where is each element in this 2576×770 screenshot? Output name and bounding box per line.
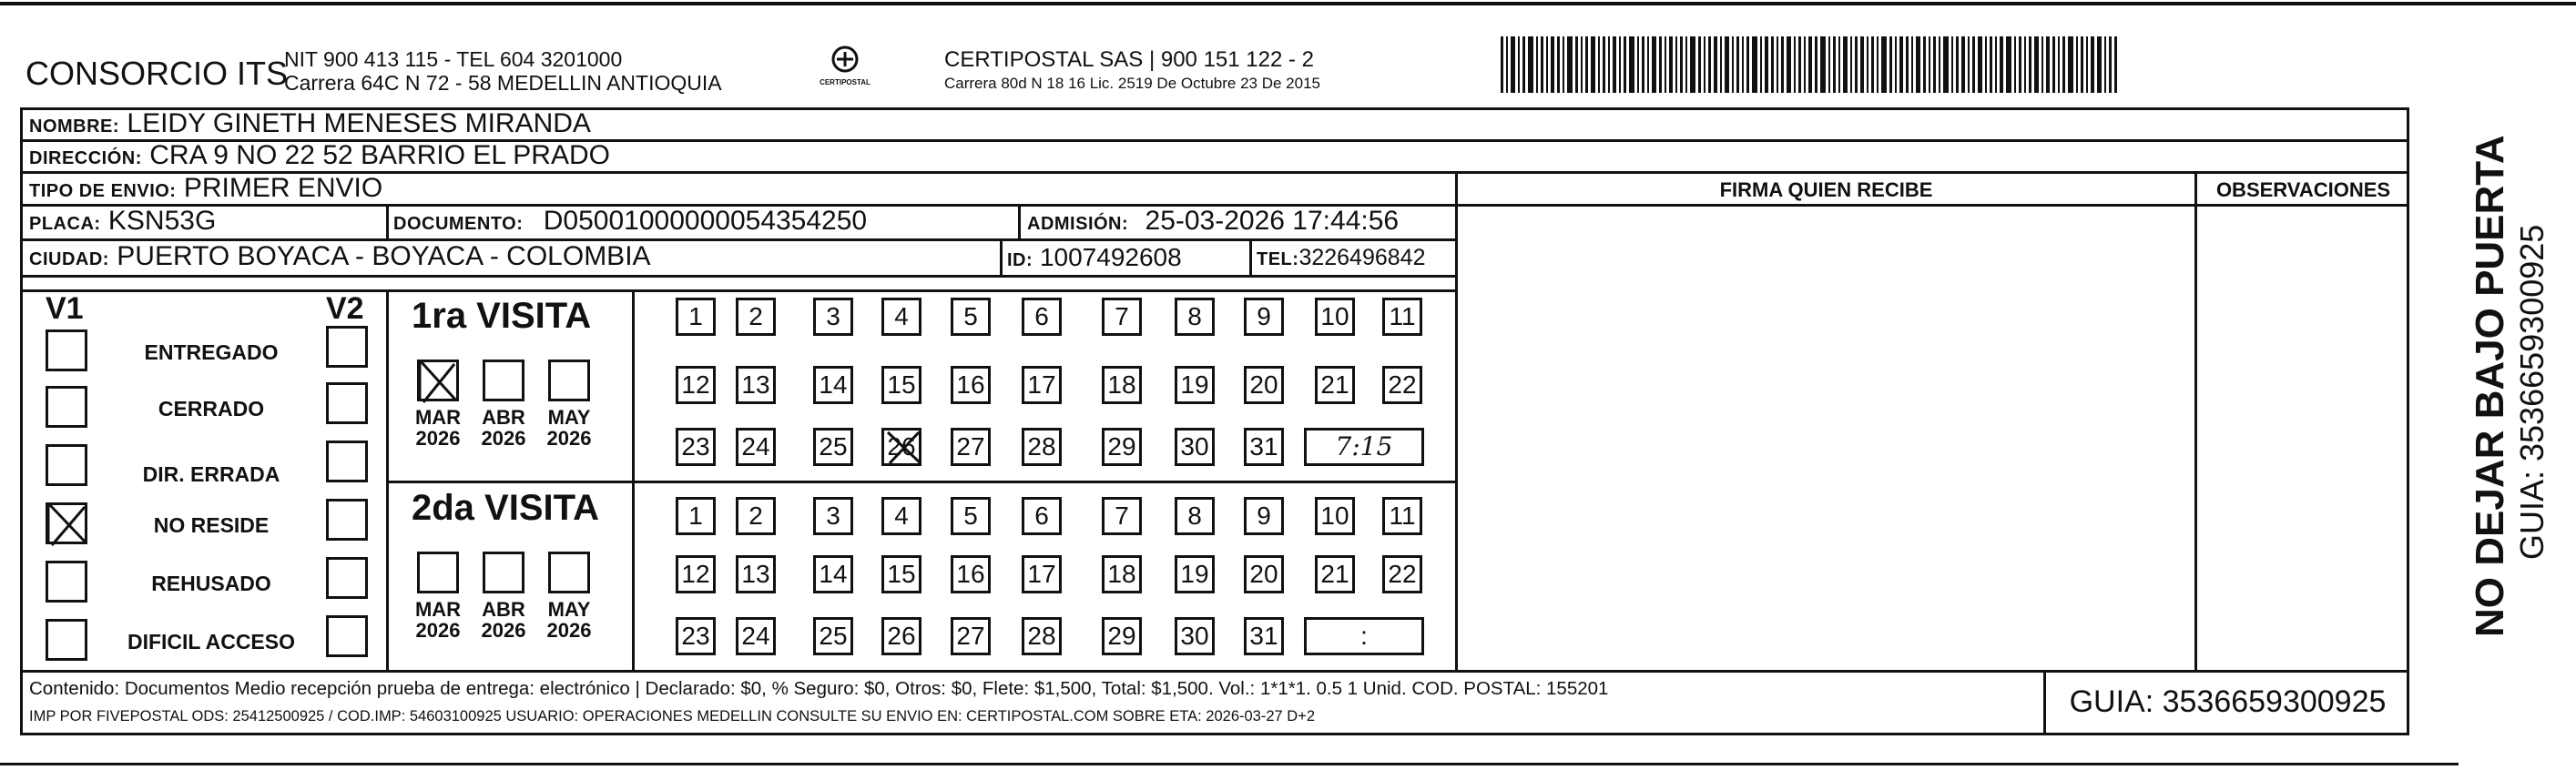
first-visit-day-box[interactable]: 1: [676, 298, 716, 336]
barcode-bar: [2058, 36, 2060, 93]
barcode-bar: [1933, 36, 1936, 93]
barcode-bar: [2097, 36, 2102, 93]
barcode-bar: [1736, 36, 1739, 93]
second-visit-day-box[interactable]: 5: [951, 497, 991, 535]
barcode: [1501, 36, 2179, 93]
second-visit-day-box[interactable]: 31: [1244, 617, 1284, 655]
first-visit-day-box[interactable]: 7: [1102, 298, 1142, 336]
barcode-bar: [1877, 36, 1879, 93]
barcode-bar: [1860, 36, 1864, 93]
second-visit-day-box[interactable]: 13: [736, 555, 776, 593]
side-warning: NO DEJAR BAJO PUERTA: [2468, 135, 2512, 637]
direccion-row: [29, 142, 610, 169]
bottom-rule: [0, 763, 2459, 765]
barcode-bar: [1732, 36, 1734, 93]
second-visit-month-box[interactable]: [548, 552, 590, 593]
barcode-bar: [1951, 36, 1953, 93]
barcode-bar: [1563, 36, 1564, 93]
barcode-bar: [1742, 36, 1744, 93]
second-visit-day-box[interactable]: 17: [1022, 555, 1062, 593]
barcode-bar: [1624, 36, 1626, 93]
direccion-label: DIRECCIÓN:: [29, 148, 142, 168]
barcode-bar: [1895, 36, 1897, 93]
barcode-bar: [1855, 36, 1858, 93]
barcode-bar: [1581, 36, 1583, 93]
second-visit-day-box[interactable]: 23: [676, 617, 716, 655]
barcode-bar: [2104, 36, 2106, 93]
barcode-bar: [1637, 36, 1639, 93]
barcode-bar: [1787, 36, 1791, 93]
barcode-bar: [1781, 36, 1784, 93]
first-visit-day-box[interactable]: 23: [676, 428, 716, 466]
barcode-bar: [1546, 36, 1548, 93]
company-nit: NIT 900 413 115 - TEL 604 3201000: [284, 47, 623, 71]
barcode-bar: [1557, 36, 1560, 93]
month-name: MAR: [414, 598, 462, 621]
admision-row: [1027, 208, 1399, 235]
barcode-bar: [1985, 36, 1987, 93]
company-name: CONSORCIO ITS: [25, 55, 289, 92]
barcode-bar: [1871, 36, 1874, 93]
barcode-bar: [1794, 36, 1796, 93]
month-label: [537, 407, 601, 449]
barcode-bar: [1843, 36, 1848, 93]
month-year: 2026: [481, 619, 526, 643]
barcode-bar: [1720, 36, 1722, 93]
status-label: NO RESIDE: [153, 513, 270, 537]
barcode-bar: [1838, 36, 1840, 93]
second-visit-day-box[interactable]: 16: [951, 555, 991, 593]
first-visit-day-box[interactable]: 29: [1102, 428, 1142, 466]
second-visit-time-box[interactable]: :: [1304, 617, 1424, 655]
barcode-bar: [1956, 36, 1959, 93]
first-visit-day-box[interactable]: 30: [1175, 428, 1215, 466]
month-year: 2026: [546, 619, 592, 643]
second-visit-day-box[interactable]: 3: [813, 497, 853, 535]
status-label: DIR. ERRADA: [142, 462, 280, 486]
barcode-bar: [1990, 36, 1992, 93]
month-name: MAY: [547, 598, 591, 621]
barcode-bar: [1771, 36, 1774, 93]
month-year: 2026: [481, 427, 526, 451]
placa-label: PLACA:: [29, 214, 101, 234]
carrier-line: CERTIPOSTAL SAS | 900 151 122 - 2: [944, 47, 1314, 72]
barcode-bar: [2091, 36, 2094, 93]
month-label: [406, 599, 470, 641]
barcode-bar: [1881, 36, 1887, 93]
barcode-bar: [1923, 36, 1926, 93]
barcode-bar: [1798, 36, 1801, 93]
barcode-bar: [1833, 36, 1836, 93]
barcode-bar: [1567, 36, 1573, 93]
handwritten-mark-icon: [416, 357, 463, 406]
barcode-bar: [1511, 36, 1515, 93]
first-visit-day-box[interactable]: 2: [736, 298, 776, 336]
first-visit-day-box[interactable]: 8: [1175, 298, 1215, 336]
first-visit-day-box[interactable]: 17: [1022, 366, 1062, 404]
firma-header: FIRMA QUIEN RECIBE: [1719, 178, 1933, 201]
first-visit-day-box[interactable]: 3: [813, 298, 853, 336]
first-visit-day-box[interactable]: 12: [676, 366, 716, 404]
second-visit-day-box[interactable]: 12: [676, 555, 716, 593]
barcode-bar: [1551, 36, 1554, 93]
barcode-bar: [1777, 36, 1778, 93]
barcode-bar: [1760, 36, 1762, 93]
observaciones-header: OBSERVACIONES: [2215, 178, 2391, 201]
v1-checkbox[interactable]: [46, 619, 87, 661]
second-visit-month-box[interactable]: [483, 552, 524, 593]
barcode-bar: [2024, 36, 2026, 93]
first-visit-day-box[interactable]: 15: [881, 366, 921, 404]
barcode-bar: [1943, 36, 1949, 93]
barcode-bar: [2029, 36, 2031, 93]
barcode-bar: [1972, 36, 1975, 93]
barcode-bar: [2081, 36, 2083, 93]
second-visit-day-box[interactable]: 30: [1175, 617, 1215, 655]
barcode-bar: [1598, 36, 1600, 93]
month-label: [537, 599, 601, 641]
side-guia: GUIA: 3536659300925: [2513, 224, 2551, 560]
first-visit-day-box[interactable]: 19: [1175, 366, 1215, 404]
id-value: 1007492608: [1039, 243, 1182, 271]
tel-row: [1257, 247, 1425, 269]
nombre-row: [29, 110, 591, 137]
v2-checkbox[interactable]: [326, 326, 368, 368]
barcode-bar: [1765, 36, 1768, 93]
company-address: Carrera 64C N 72 - 58 MEDELLIN ANTIOQUIA: [284, 71, 722, 95]
documento-label: DOCUMENTO:: [393, 214, 524, 234]
barcode-bar: [1518, 36, 1520, 93]
first-visit-day-box[interactable]: 14: [813, 366, 853, 404]
barcode-bar: [1746, 36, 1749, 93]
barcode-bar: [1619, 36, 1621, 93]
barcode-bar: [2014, 36, 2016, 93]
second-visit-day-box[interactable]: 19: [1175, 555, 1215, 593]
first-visit-month-box[interactable]: [483, 360, 524, 401]
month-year: 2026: [415, 619, 461, 643]
second-visit-month-box[interactable]: [417, 552, 459, 593]
barcode-bar: [1752, 36, 1757, 93]
certipostal-logo-icon: [815, 44, 875, 95]
barcode-bar: [2109, 36, 2112, 93]
barcode-bar: [1708, 36, 1711, 93]
admision-label: ADMISIÓN:: [1027, 214, 1129, 234]
barcode-bar: [2062, 36, 2065, 93]
barcode-bar: [1522, 36, 1525, 93]
v1-checkbox[interactable]: [46, 444, 87, 486]
barcode-bar: [1968, 36, 1970, 93]
first-visit-day-box[interactable]: 28: [1022, 428, 1062, 466]
first-visit-day-box[interactable]: 9: [1244, 298, 1284, 336]
second-visit-day-box[interactable]: 9: [1244, 497, 1284, 535]
tipo-label: TIPO DE ENVIO:: [29, 181, 177, 201]
barcode-bar: [1528, 36, 1533, 93]
second-visit-day-box[interactable]: 10: [1315, 497, 1355, 535]
admision-value: 25-03-2026 17:44:56: [1145, 206, 1400, 236]
status-label: CERRADO: [158, 397, 265, 420]
second-visit-day-box[interactable]: 25: [813, 617, 853, 655]
barcode-bar: [1815, 36, 1817, 93]
first-visit-day-box[interactable]: 18: [1102, 366, 1142, 404]
barcode-bar: [1804, 36, 1806, 93]
barcode-bar: [1536, 36, 1538, 93]
barcode-bar: [1591, 36, 1595, 93]
tipo-value: PRIMER ENVIO: [183, 173, 383, 203]
handwritten-cross-icon: [882, 427, 926, 469]
barcode-bar: [2000, 36, 2003, 93]
first-visit-day-box[interactable]: 21: [1315, 366, 1355, 404]
barcode-bar: [2068, 36, 2073, 93]
v1-checkbox[interactable]: [46, 329, 87, 371]
barcode-bar: [1995, 36, 1997, 93]
barcode-bar: [1899, 36, 1903, 93]
barcode-bar: [1714, 36, 1717, 93]
first-visit-title: 1ra VISITA: [412, 296, 592, 336]
barcode-bar: [1541, 36, 1543, 93]
barcode-bar: [1575, 36, 1578, 93]
barcode-bar: [1501, 36, 1503, 93]
status-label: ENTREGADO: [144, 340, 279, 364]
barcode-bar: [2114, 36, 2117, 93]
barcode-bar: [1603, 36, 1605, 93]
barcode-bar: [1652, 36, 1656, 93]
barcode-bar: [1642, 36, 1644, 93]
ciudad-row: [29, 243, 651, 270]
first-visit-day-box[interactable]: 16: [951, 366, 991, 404]
first-visit-day-box[interactable]: 31: [1244, 428, 1284, 466]
barcode-bar: [1690, 36, 1695, 93]
direccion-value: CRA 9 NO 22 52 BARRIO EL PRADO: [149, 140, 610, 170]
barcode-bar: [1698, 36, 1701, 93]
barcode-bar: [1850, 36, 1852, 93]
second-visit-day-box[interactable]: 14: [813, 555, 853, 593]
second-visit-day-box[interactable]: 8: [1175, 497, 1215, 535]
barcode-bar: [2041, 36, 2043, 93]
second-visit-day-box[interactable]: 6: [1022, 497, 1062, 535]
barcode-bar: [1669, 36, 1673, 93]
first-visit-day-box[interactable]: 26: [881, 428, 921, 466]
barcode-bar: [1665, 36, 1666, 93]
month-year: 2026: [546, 427, 592, 451]
barcode-bar: [1685, 36, 1687, 93]
placa-value: KSN53G: [107, 206, 217, 236]
top-rule: [0, 2, 2576, 5]
tel-value: 3226496842: [1298, 245, 1426, 270]
barcode-bar: [1680, 36, 1683, 93]
month-name: ABR: [482, 598, 525, 621]
id-row: [1007, 245, 1182, 270]
second-visit-day-box[interactable]: 26: [881, 617, 921, 655]
handwritten-mark-icon: [45, 500, 94, 549]
first-visit-day-box[interactable]: 20: [1244, 366, 1284, 404]
month-label: [406, 407, 470, 449]
id-label: ID:: [1007, 250, 1033, 270]
second-visit-day-box[interactable]: 29: [1102, 617, 1142, 655]
carrier-address: Carrera 80d N 18 16 Lic. 2519 De Octubre 23 De 2015: [944, 75, 1320, 92]
barcode-bar: [1916, 36, 1920, 93]
barcode-bar: [1608, 36, 1610, 93]
barcode-bar: [1889, 36, 1892, 93]
barcode-bar: [1725, 36, 1729, 93]
first-visit-day-box[interactable]: 5: [951, 298, 991, 336]
barcode-bar: [1647, 36, 1649, 93]
v1-checkbox[interactable]: [46, 502, 87, 544]
barcode-bar: [1867, 36, 1868, 93]
barcode-bar: [2086, 36, 2088, 93]
month-name: MAR: [414, 406, 462, 429]
second-visit-day-box[interactable]: 27: [951, 617, 991, 655]
v1-checkbox[interactable]: [46, 386, 87, 428]
month-name: ABR: [482, 406, 525, 429]
first-visit-day-box[interactable]: 24: [736, 428, 776, 466]
documento-row: [393, 208, 867, 235]
barcode-bar: [2019, 36, 2021, 93]
first-visit-month-box[interactable]: [417, 360, 459, 401]
barcode-bar: [2046, 36, 2050, 93]
documento-value: D05001000000054354250: [543, 206, 868, 236]
first-visit-day-box[interactable]: 25: [813, 428, 853, 466]
v2-checkbox[interactable]: [326, 557, 368, 599]
month-name: MAY: [547, 406, 591, 429]
second-visit-day-box[interactable]: 24: [736, 617, 776, 655]
ciudad-label: CIUDAD:: [29, 249, 109, 269]
barcode-bar: [1675, 36, 1677, 93]
second-visit-day-box[interactable]: 15: [881, 555, 921, 593]
footer-guia: GUIA: 3536659300925: [2069, 684, 2387, 719]
barcode-bar: [1911, 36, 1913, 93]
v2-checkbox[interactable]: [326, 615, 368, 657]
barcode-bar: [1929, 36, 1930, 93]
logo-text: CERTIPOSTAL: [820, 78, 871, 86]
barcode-bar: [1659, 36, 1662, 93]
second-visit-day-box[interactable]: 11: [1382, 497, 1422, 535]
barcode-bar: [1906, 36, 1909, 93]
status-label: REHUSADO: [151, 572, 271, 595]
footer-imp: IMP POR FIVEPOSTAL ODS: 25412500925 / COD.IMP: 54603100925 USUARIO: OPERACIONES MEDELLIN CONSULTE SU ENVIO EN: CERTIPOSTAL.COM SOBRE ETA: 2026-03-27 D+2: [29, 708, 1316, 724]
nombre-label: NOMBRE:: [29, 117, 120, 137]
barcode-bar: [1613, 36, 1616, 93]
barcode-bar: [1961, 36, 1965, 93]
placa-row: [29, 208, 216, 235]
barcode-bar: [1506, 36, 1508, 93]
second-visit-day-box[interactable]: 22: [1382, 555, 1422, 593]
second-visit-day-box[interactable]: 1: [676, 497, 716, 535]
first-visit-day-box[interactable]: 27: [951, 428, 991, 466]
second-visit-title: 2da VISITA: [412, 488, 599, 528]
nombre-value: LEIDY GINETH MENESES MIRANDA: [127, 108, 591, 138]
first-visit-time-box[interactable]: 7:15: [1304, 428, 1424, 466]
v2-checkbox[interactable]: [326, 382, 368, 424]
second-visit-day-box[interactable]: 20: [1244, 555, 1284, 593]
v1-checkbox[interactable]: [46, 561, 87, 603]
status-label: DIFICIL ACCESO: [127, 630, 295, 653]
barcode-bar: [1704, 36, 1705, 93]
v2-label: V2: [326, 291, 364, 326]
month-label: [472, 407, 535, 449]
month-label: [472, 599, 535, 641]
first-visit-day-box[interactable]: 22: [1382, 366, 1422, 404]
first-visit-day-box[interactable]: 10: [1315, 298, 1355, 336]
second-visit-day-box[interactable]: 7: [1102, 497, 1142, 535]
second-visit-day-box[interactable]: 28: [1022, 617, 1062, 655]
barcode-bar: [1939, 36, 1940, 93]
v1-label: V1: [46, 291, 84, 326]
first-visit-month-box[interactable]: [548, 360, 590, 401]
barcode-bar: [2076, 36, 2078, 93]
first-visit-day-box[interactable]: 6: [1022, 298, 1062, 336]
first-visit-day-box[interactable]: 11: [1382, 298, 1422, 336]
footer-contenido: Contenido: Documentos Medio recepción prueba de entrega: electrónico | Declarado: $0, % Seguro: $0, Otros: $0, Flete: $1,500, Total: $1,500. Vol.: 1*1*1. 0.5 1 Unid. COD. POSTAL: 155201: [29, 678, 1609, 699]
barcode-bar: [2034, 36, 2039, 93]
barcode-bar: [1820, 36, 1826, 93]
first-visit-day-box[interactable]: 13: [736, 366, 776, 404]
v2-checkbox[interactable]: [326, 499, 368, 541]
barcode-bar: [1585, 36, 1588, 93]
barcode-bar: [1808, 36, 1812, 93]
second-visit-day-box[interactable]: 21: [1315, 555, 1355, 593]
ciudad-value: PUERTO BOYACA - BOYACA - COLOMBIA: [117, 241, 651, 271]
first-visit-day-box[interactable]: 4: [881, 298, 921, 336]
tel-label: TEL:: [1257, 249, 1299, 269]
month-year: 2026: [415, 427, 461, 451]
barcode-bar: [1828, 36, 1830, 93]
barcode-bar: [2006, 36, 2011, 93]
second-visit-day-box[interactable]: 2: [736, 497, 776, 535]
barcode-bar: [2052, 36, 2055, 93]
v2-checkbox[interactable]: [326, 441, 368, 482]
barcode-bar: [1978, 36, 1982, 93]
second-visit-day-box[interactable]: 18: [1102, 555, 1142, 593]
tipo-row: [29, 175, 382, 202]
second-visit-day-box[interactable]: 4: [881, 497, 921, 535]
barcode-bar: [1629, 36, 1634, 93]
